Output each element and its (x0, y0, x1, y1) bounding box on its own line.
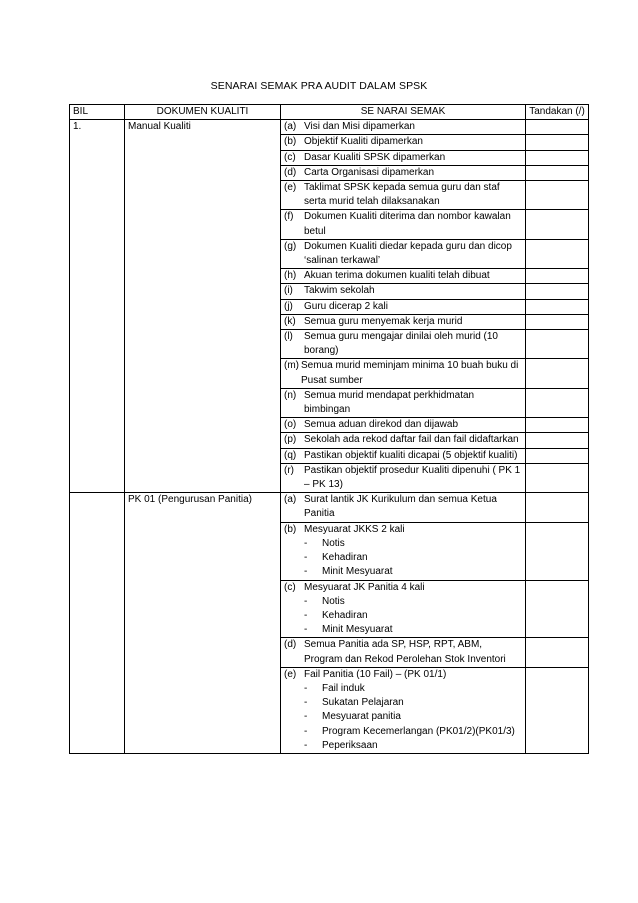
item-label: (d) (284, 639, 297, 651)
checklist-item (281, 433, 526, 448)
dash-bullet-icon: - (304, 697, 308, 709)
item-line (284, 581, 522, 595)
tandakan-checkbox-cell[interactable] (526, 448, 589, 463)
tandakan-checkbox-cell[interactable] (526, 330, 589, 359)
sub-item-text: Notis (322, 595, 345, 607)
header-tandakan: Tandakan (/) (526, 105, 589, 120)
checklist-item (281, 210, 526, 239)
checklist-item (281, 638, 526, 667)
tandakan-checkbox-cell[interactable] (526, 667, 589, 753)
item-label: (b) (284, 136, 297, 148)
checklist-item (281, 314, 526, 329)
item-text: Semua murid mendapat perkhidmatan bimbingan (304, 389, 475, 416)
tandakan-checkbox-cell[interactable] (526, 284, 589, 299)
item-label: (e) (284, 182, 297, 194)
item-line (284, 464, 522, 492)
item-line (284, 269, 522, 283)
checklist-item (281, 388, 526, 417)
sub-item-text: Peperiksaan (322, 739, 378, 751)
checklist-item (281, 448, 526, 463)
item-label: (g) (284, 240, 297, 252)
sub-item-text: Minit Mesyuarat (322, 624, 393, 636)
tandakan-checkbox-cell[interactable] (526, 120, 589, 135)
dash-bullet-icon: - (304, 711, 308, 723)
checklist-item (281, 269, 526, 284)
checklist-item (281, 150, 526, 165)
item-line (284, 523, 522, 537)
header-bil: BIL (70, 105, 125, 120)
sub-item-text: Sukatan Pelajaran (322, 697, 404, 709)
tandakan-checkbox-cell[interactable] (526, 299, 589, 314)
item-line (284, 668, 522, 682)
checklist-item (281, 580, 526, 638)
tandakan-checkbox-cell[interactable] (526, 433, 589, 448)
sub-item-text: Program Kecemerlangan (PK01/2)(PK01/3) (322, 725, 515, 737)
item-text: Semua aduan direkod dan dijawab (304, 419, 458, 431)
dash-bullet-icon: - (304, 682, 308, 694)
table-body (70, 120, 589, 754)
item-label: (p) (284, 434, 297, 446)
item-text: Sekolah ada rekod daftar fail dan fail didaftarkan (304, 434, 519, 446)
item-label: (c) (284, 581, 296, 593)
sub-item (284, 710, 522, 724)
tandakan-checkbox-cell[interactable] (526, 522, 589, 580)
item-text: Guru dicerap 2 kali (304, 300, 388, 312)
sub-item (284, 696, 522, 710)
checklist-item (281, 239, 526, 268)
item-label: (j) (284, 300, 293, 312)
item-line (284, 418, 522, 432)
item-text: Mesyuarat JK Panitia 4 kali (304, 581, 425, 593)
item-line (284, 315, 522, 329)
item-line (284, 120, 522, 134)
item-text: Semua guru menyemak kerja murid (304, 315, 463, 327)
dash-bullet-icon: - (304, 537, 308, 549)
tandakan-checkbox-cell[interactable] (526, 418, 589, 433)
item-label: (q) (284, 449, 297, 461)
tandakan-checkbox-cell[interactable] (526, 210, 589, 239)
checklist-table (69, 104, 589, 754)
item-label: (f) (284, 211, 294, 223)
checklist-item (281, 493, 526, 522)
item-text: Takwim sekolah (304, 285, 375, 297)
section-bil (70, 493, 125, 754)
checklist-item (281, 359, 526, 388)
item-label: (e) (284, 668, 297, 680)
item-text: Semua guru mengajar dinilai oleh murid (10 borang) (304, 331, 498, 357)
dash-bullet-icon: - (304, 725, 308, 737)
item-line (284, 493, 522, 521)
item-text: Mesyuarat JKKS 2 kali (304, 523, 405, 535)
item-text: Visi dan Misi dipamerkan (304, 121, 415, 133)
item-text: Taklimat SPSK kepada semua guru dan staf serta murid telah dilaksanakan (304, 182, 500, 208)
item-text: Pastikan objektif kualiti dicapai (5 objektif kualiti) (304, 449, 518, 461)
checklist-item (281, 284, 526, 299)
item-line (284, 240, 522, 268)
checklist-item (281, 330, 526, 359)
checklist-item (281, 135, 526, 150)
item-text: Dokumen Kualiti diedar kepada guru dan dicop ‘salinan terkawal’ (304, 240, 512, 267)
section-bil: 1. (70, 120, 125, 493)
sub-item-text: Mesyuarat panitia (322, 711, 401, 723)
tandakan-checkbox-cell[interactable] (526, 388, 589, 417)
item-label: (b) (284, 523, 297, 535)
tandakan-checkbox-cell[interactable] (526, 150, 589, 165)
item-line (284, 359, 522, 387)
sub-item-text: Fail induk (322, 682, 365, 694)
item-line (284, 151, 522, 165)
item-line (284, 284, 522, 298)
tandakan-checkbox-cell[interactable] (526, 314, 589, 329)
tandakan-checkbox-cell[interactable] (526, 493, 589, 522)
item-line (284, 449, 522, 463)
section-dokumen: Manual Kualiti (125, 120, 281, 493)
item-line (284, 330, 522, 358)
item-label: (n) (284, 389, 297, 401)
sub-item (284, 739, 522, 753)
sub-item-text: Notis (322, 537, 345, 549)
checklist-item (281, 522, 526, 580)
item-text: Semua Panitia ada SP, HSP, RPT, ABM, Program dan Rekod Perolehan Stok Inventori (304, 639, 506, 665)
tandakan-checkbox-cell[interactable] (526, 463, 589, 492)
item-label: (i) (284, 285, 293, 297)
table-row (70, 120, 589, 135)
item-text: Dasar Kualiti SPSK dipamerkan (304, 151, 446, 163)
checklist-item (281, 463, 526, 492)
header-row (70, 105, 589, 120)
table-row (70, 493, 589, 522)
section-dokumen: PK 01 (Pengurusan Panitia) (125, 493, 281, 754)
item-text: Semua murid meminjam minima 10 buah buku di Pusat sumber (301, 360, 519, 386)
header-dokumen: DOKUMEN KUALITI (125, 105, 281, 120)
checklist-item (281, 299, 526, 314)
sub-item-text: Minit Mesyuarat (322, 566, 393, 578)
sub-item (284, 623, 522, 637)
item-label: (a) (284, 494, 297, 506)
tandakan-checkbox-cell[interactable] (526, 580, 589, 638)
dash-bullet-icon: - (304, 566, 308, 578)
item-line (284, 210, 522, 238)
tandakan-checkbox-cell[interactable] (526, 181, 589, 210)
checklist-item (281, 418, 526, 433)
sub-item (284, 537, 522, 551)
sub-item (284, 551, 522, 565)
tandakan-checkbox-cell[interactable] (526, 359, 589, 388)
item-label: (d) (284, 166, 297, 178)
item-label: (a) (284, 121, 297, 133)
dash-bullet-icon: - (304, 624, 308, 636)
sub-item (284, 595, 522, 609)
item-label: (o) (284, 419, 297, 431)
sub-item (284, 682, 522, 696)
item-text: Fail Panitia (10 Fail) – (PK 01/1) (304, 668, 447, 680)
item-text: Objektif Kualiti dipamerkan (304, 136, 423, 148)
item-line (284, 389, 522, 417)
checklist-item (281, 120, 526, 135)
item-label: (m) (284, 360, 299, 372)
tandakan-checkbox-cell[interactable] (526, 638, 589, 667)
header-senarai: SE NARAI SEMAK (281, 105, 526, 120)
item-text: Dokumen Kualiti diterima dan nombor kawalan betul (304, 211, 511, 237)
sub-item-text: Kehadiran (322, 609, 368, 621)
checklist-item (281, 181, 526, 210)
dash-bullet-icon: - (304, 595, 308, 607)
item-label: (l) (284, 331, 293, 343)
item-line (284, 300, 522, 314)
sub-item (284, 725, 522, 739)
item-line (284, 181, 522, 209)
dash-bullet-icon: - (304, 552, 308, 564)
tandakan-checkbox-cell[interactable] (526, 165, 589, 180)
sub-item (284, 565, 522, 579)
tandakan-checkbox-cell[interactable] (526, 135, 589, 150)
item-text: Pastikan objektif prosedur Kualiti dipenuhi ( PK 1 – PK 13) (304, 464, 521, 491)
item-text: Carta Organisasi dipamerkan (304, 166, 435, 178)
item-label: (h) (284, 270, 297, 282)
item-label: (k) (284, 315, 296, 327)
tandakan-checkbox-cell[interactable] (526, 239, 589, 268)
checklist-item (281, 667, 526, 753)
dash-bullet-icon: - (304, 739, 308, 751)
item-label: (r) (284, 464, 294, 476)
sub-item (284, 609, 522, 623)
item-line (284, 135, 522, 149)
tandakan-checkbox-cell[interactable] (526, 269, 589, 284)
dash-bullet-icon: - (304, 609, 308, 621)
page-title: SENARAI SEMAK PRA AUDIT DALAM SPSK (210, 80, 428, 92)
item-line (284, 638, 522, 666)
item-label: (c) (284, 151, 296, 163)
item-line (284, 433, 522, 447)
checklist-item (281, 165, 526, 180)
item-text: Akuan terima dokumen kualiti telah dibuat (304, 270, 490, 282)
sub-item-text: Kehadiran (322, 552, 368, 564)
item-text: Surat lantik JK Kurikulum dan semua Ketua Panitia (304, 494, 497, 520)
item-line (284, 166, 522, 180)
